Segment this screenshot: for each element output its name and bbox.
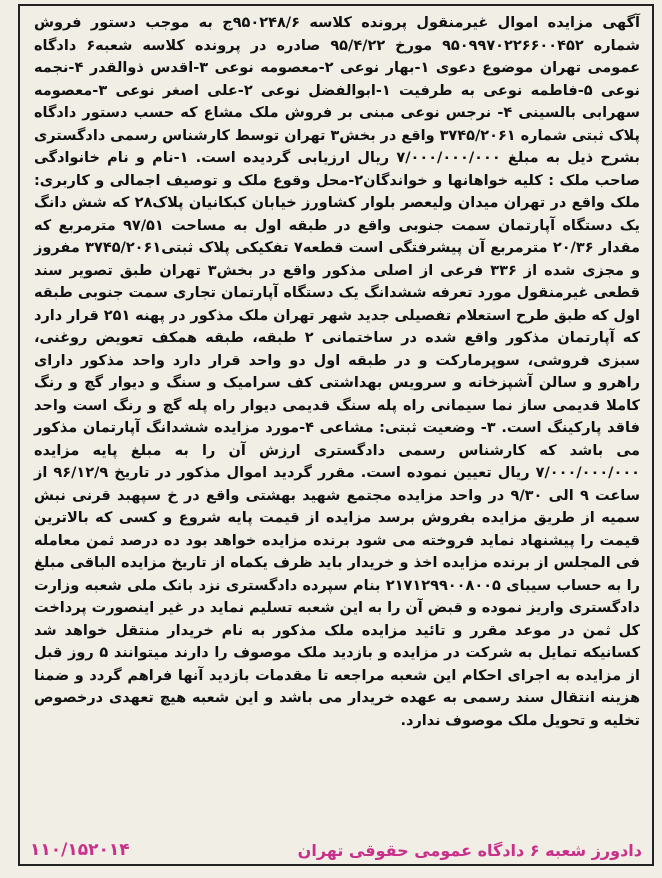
auction-notice-body	[34, 12, 640, 732]
notice-number: ۱۱۰/۱۵۲۰۱۴	[30, 840, 130, 860]
notice-paragraph: آگهی مزایده اموال غیرمنقول پرونده کلاسه ۹۵۰۲۴۸/۶ج به موجب دستور فروش شماره ۹۵۰۹۹۷۰۲۲۶۶۰۰۴۵۲ مورخ ۹۵/۴/۲۲ صادره در پرونده کلاسه شعبه۶ دادگاه عمومی تهران موضوع دعوی ۱-بهار نوعی ۲-معصومه نوعی ۳-اقدس ذوالقدر ۴-نجمه نوعی ۵-فاطمه نوعی به طرفیت ۱-ابوالفضل نوعی ۲-علی اصغر نوعی ۳-معصومه سهرابی بالسینی ۴- نرجس نوعی مبنی بر فروش ملک مشاع که حسب دستور دادگاه پلاک ثبتی شماره ۳۷۴۵/۲۰۶۱ واقع در بخش۳ تهران توسط کارشناس رسمی دادگستری بشرح ذیل به مبلغ ۷/۰۰۰/۰۰۰/۰۰۰ ریال ارزیابی گردیده است. ۱-نام و نام خانوادگی صاحب ملک : کلیه خواهانها و خواندگان۲-محل وقوع ملک و توصیف اجمالی و کاربری: ملک واقع در تهران میدان ولیعصر بلوار کشاورز خیابان کبکانیان پلاک۲۸ که شش دانگ یک دستگاه آپارتمان سمت جنوبی واقع در طبقه اول به مساحت ۹۷/۵۱ مترمربع که مقدار ۲۰/۳۶ مترمربع آن پیشرفتگی است قطعه۷ تفکیکی پلاک ثبتی۳۷۴۵/۲۰۶۱ مفروز و مجزی شده از ۳۳۶ فرعی از اصلی مذکور واقع در بخش۳ تهران طبق تصویر سند قطعی غیرمنقول مورد تعرفه ششدانگ یک دستگاه آپارتمان تجاری سمت جنوبی طبقه اول که طبق طرح استعلام تفصیلی جدید شهر تهران ملک مذکور در پهنه ۲۵۱ قرار دارد که آپارتمان مذکور واقع شده در ساختمانی ۲ طبقه، طبقه همکف تعویض روغنی، سبزی فروشی، سوپرمارکت و در طبقه اول دو واحد قرار دارد واحد مذکور دارای راهرو و سالن آشپزخانه و سرویس بهداشتی کف سرامیک و سنگ و دیوار گچ و رنگ کاملا قدیمی ساز نما سیمانی راه پله سنگ قدیمی دیوار راه پله گچ و رنگ است واحد فاقد پارکینگ است. ۳- وضعیت ثبتی: مشاعی ۴-مورد مزایده ششدانگ آپارتمان مذکور می باشد که کارشناس رسمی دادگستری ارزش آن را به مبلغ پایه مزایده ۷/۰۰۰/۰۰۰/۰۰۰ ریال تعیین نموده است. مقرر گردید اموال مذکور در تاریخ ۹۶/۱۲/۹ از ساعت ۹ الی ۹/۳۰ در واحد مزایده مجتمع شهید بهشتی واقع در خ سپهبد قرنی نبش سمیه از طریق مزایده بفروش برسد مزایده از قیمت پایه شروع و کسی که بالاترین قیمت را پیشنهاد نماید فروخته می شود برنده مزایده خواهد بود ده درصد ثمن معامله فی المجلس از برنده مزایده اخذ و خریدار باید ظرف یکماه از تاریخ مزایده الباقی مبلغ را به حساب سیبای ۲۱۷۱۲۹۹۰۰۸۰۰۵ بنام سپرده دادگستری نزد بانک ملی شعبه وزارت دادگستری واریز نموده و قبض آن را به این شعبه تسلیم نماید در غیر اینصورت پرداخت کل ثمن در موعد مقرر و تائید مزایده ملک مذکور به نام خریدار منتقل خواهد شد کسانیکه تمایل به شرکت در مزایده و بازدید ملک موصوف را دارند میتوانند ۵ روز قبل از مزایده به اجرای احکام این شعبه مراجعه تا مقدمات بازدید آنها فراهم گردد و ضمنا هزینه انتقال سند رسمی به عهده خریدار می باشد و این شعبه هیچ تعهدی درخصوص تخلیه و تحویل ملک موصوف ندارد.	[34, 15, 641, 729]
court-signature: دادورز شعبه ۶ دادگاه عمومی حقوقی تهران	[297, 840, 642, 860]
notice-footer	[30, 836, 642, 864]
